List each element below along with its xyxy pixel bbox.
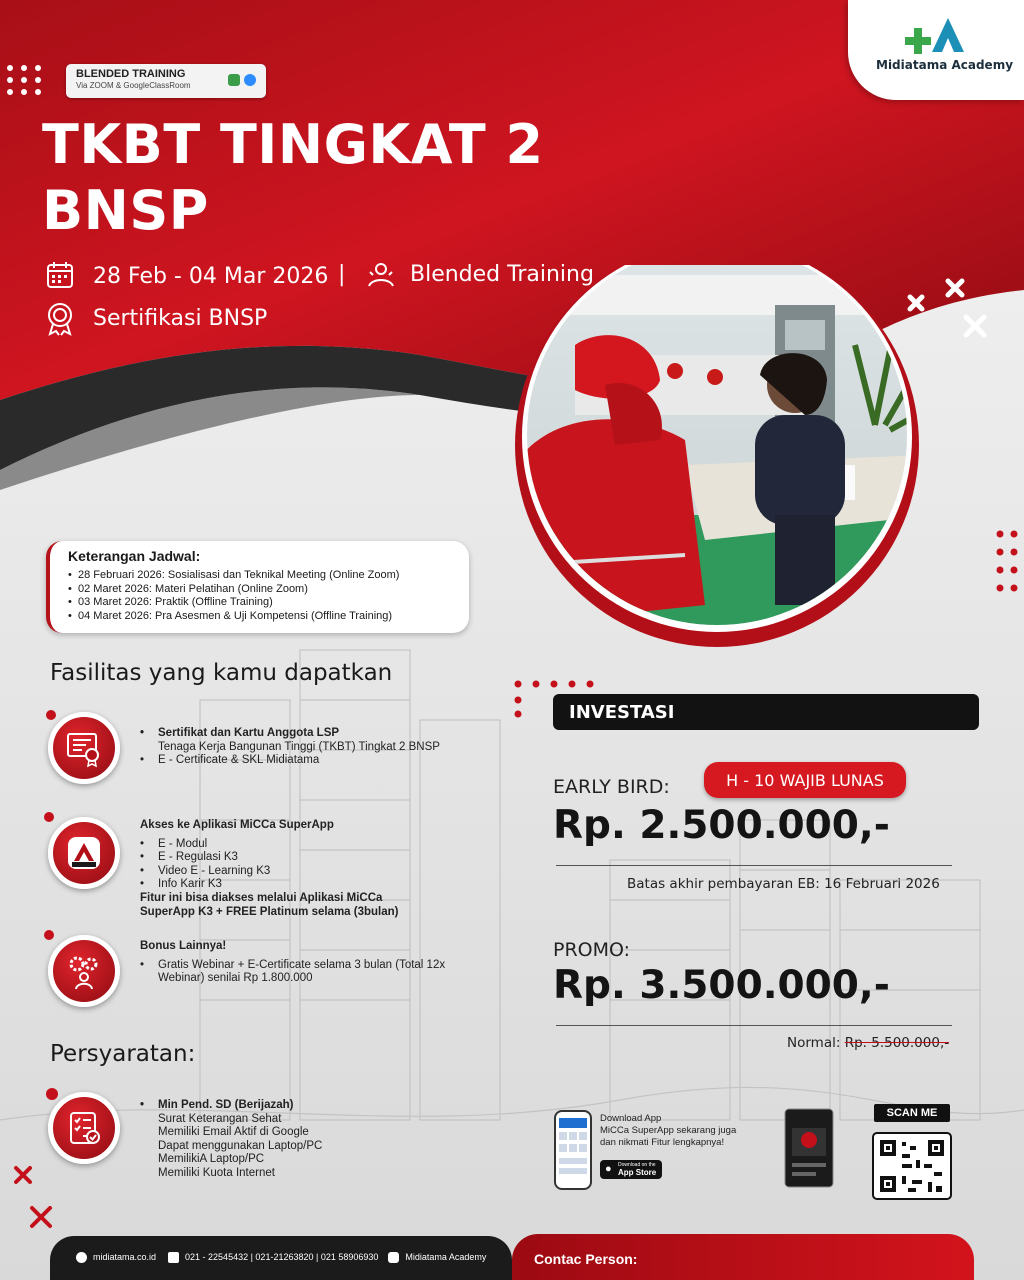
bullet-dot — [46, 710, 56, 720]
early-bird-label: EARLY BIRD: — [553, 776, 670, 798]
normal-price: Rp. 5.500.000,- — [844, 1035, 950, 1051]
normal-price-row — [787, 1035, 949, 1051]
certificate-icon — [48, 712, 120, 784]
certification-label: Sertifikasi BNSP — [93, 306, 268, 331]
midiatama-logo-icon — [904, 14, 968, 56]
zoom-icon — [244, 74, 256, 86]
decor-x-marks — [900, 275, 1000, 345]
checklist-icon — [48, 1092, 120, 1164]
blended-training-badge — [66, 64, 266, 98]
title-line-1: TKBT TINGKAT 2 — [42, 113, 544, 176]
early-bird-price: Rp. 2.500.000,- — [553, 803, 890, 848]
facility-note: Fitur ini bisa diakses melalui Aplikasi MiCCa — [140, 891, 383, 904]
list-item: Memiliki Kuota Internet — [158, 1166, 275, 1179]
phone-app-icon — [554, 1110, 592, 1190]
list-item: • Min Pend. SD (Berijazah) — [140, 1099, 480, 1113]
certificate-badge-icon — [46, 302, 74, 336]
list-item: Surat Keterangan Sehat — [158, 1112, 282, 1125]
facility-bonus — [140, 940, 480, 986]
title-line-2: BNSP — [42, 179, 209, 242]
early-bird-deadline: Batas akhir pembayaran EB: 16 Februari 2026 — [627, 876, 940, 892]
promo-price: Rp. 3.500.000,- — [553, 963, 890, 1008]
list-item: • 04 Maret 2026: Pra Asesmen & Uji Kompetensi (Offline Training) — [68, 610, 451, 624]
list-item: • 28 Februari 2026: Sosialisasi dan Teknikal Meeting (Online Zoom) — [68, 569, 451, 583]
facility-line: Tenaga Kerja Bangunan Tinggi (TKBT) Tingkat 2 BNSP — [158, 740, 440, 753]
meta-separator: | — [338, 262, 346, 287]
decor-x-marks-bottom — [10, 1160, 60, 1235]
list-item: • 03 Maret 2026: Praktik (Offline Training) — [68, 596, 451, 610]
bullet-dot — [44, 930, 54, 940]
bullet-dot — [44, 812, 54, 822]
list-item: • E - Regulasi K3 — [140, 851, 480, 865]
app-line: MiCCa SuperApp sekarang juga — [600, 1125, 737, 1136]
training-mode-icon — [366, 260, 396, 290]
apple-icon: ● — [605, 1163, 612, 1175]
badge-subtitle: Via ZOOM & GoogleClassRoom — [76, 81, 191, 90]
footer-contact-person: Contac Person: — [512, 1234, 974, 1280]
list-item: • 02 Maret 2026: Materi Pelatihan (Online Zoom) — [68, 583, 451, 597]
bullet-dot — [46, 1088, 58, 1100]
list-item: MemilikiA Laptop/PC — [158, 1153, 265, 1166]
schedule-list — [68, 569, 451, 623]
facility-certificate — [140, 727, 480, 768]
decor-dots-top — [4, 62, 52, 98]
facility-line: • E - Certificate & SKL Midiatama — [140, 754, 480, 768]
footer-website[interactable]: midiatama.co.id — [93, 1252, 157, 1262]
promo-label: PROMO: — [553, 939, 631, 961]
app-download-text — [600, 1113, 736, 1149]
calendar-icon — [46, 261, 74, 289]
list-item: Memiliki Email Aktif di Google — [158, 1126, 309, 1139]
schedule-card — [46, 541, 469, 633]
facility-line: Webinar) senilai Rp 1.800.000 — [158, 972, 313, 985]
footer-youtube[interactable]: Midiatama Academy — [405, 1252, 487, 1262]
app-title: Download App — [600, 1113, 662, 1124]
divider — [556, 1025, 952, 1026]
facility-heading: • Sertifikat dan Kartu Anggota LSP — [140, 727, 480, 741]
qr-code-icon[interactable] — [872, 1132, 952, 1200]
footer-contact-bar — [50, 1236, 512, 1280]
gear-icon — [48, 935, 120, 1007]
youtube-icon — [388, 1252, 399, 1263]
training-mode: Blended Training — [410, 262, 594, 287]
badge-title: BLENDED TRAINING — [76, 68, 186, 80]
app-store-small-label: Download on the — [618, 1162, 656, 1168]
requirements-list — [140, 1099, 480, 1181]
globe-icon — [76, 1252, 87, 1263]
facilities-title: Fasilitas yang kamu dapatkan — [50, 660, 393, 686]
facility-heading: Akses ke Aplikasi MiCCa SuperApp — [140, 819, 334, 831]
app-store-label: App Store — [618, 1168, 657, 1177]
normal-label: Normal: — [787, 1035, 841, 1051]
divider — [556, 865, 952, 866]
list-item: • Info Karir K3 — [140, 878, 480, 892]
phone-icon — [168, 1252, 179, 1263]
schedule-title: Keterangan Jadwal: — [68, 548, 201, 564]
decor-dots-right — [994, 528, 1024, 608]
facility-line: • Gratis Webinar + E-Certificate selama 3 bulan (Total 12x — [140, 959, 480, 973]
brand-name: Midiatama Academy — [876, 58, 1014, 72]
requirements-title: Persyaratan: — [50, 1041, 196, 1067]
google-classroom-icon — [228, 74, 240, 86]
payment-deadline-badge: H - 10 WAJIB LUNAS — [704, 762, 906, 798]
facility-app — [140, 819, 480, 919]
brand-logo — [848, 0, 1024, 100]
list-item: Dapat menggunakan Laptop/PC — [158, 1139, 323, 1152]
micca-app-icon — [48, 817, 120, 889]
footer-phones: 021 - 22545432 | 021-21263820 | 021 58906930 — [185, 1252, 379, 1262]
member-card-icon — [784, 1108, 834, 1188]
app-line: dan nikmati Fitur lengkapnya! — [600, 1137, 725, 1148]
list-item: • Video E - Learning K3 — [140, 865, 480, 879]
training-date: 28 Feb - 04 Mar 2026 — [93, 264, 329, 289]
page-title — [42, 112, 602, 244]
list-item: • E - Modul — [140, 838, 480, 852]
scan-me-label: SCAN ME — [874, 1104, 950, 1122]
facility-note: SuperApp K3 + FREE Platinum selama (3bulan) — [140, 905, 399, 918]
investment-header: INVESTASI — [553, 694, 979, 730]
app-store-button[interactable] — [600, 1160, 662, 1179]
facility-heading: Bonus Lainnya! — [140, 940, 227, 952]
